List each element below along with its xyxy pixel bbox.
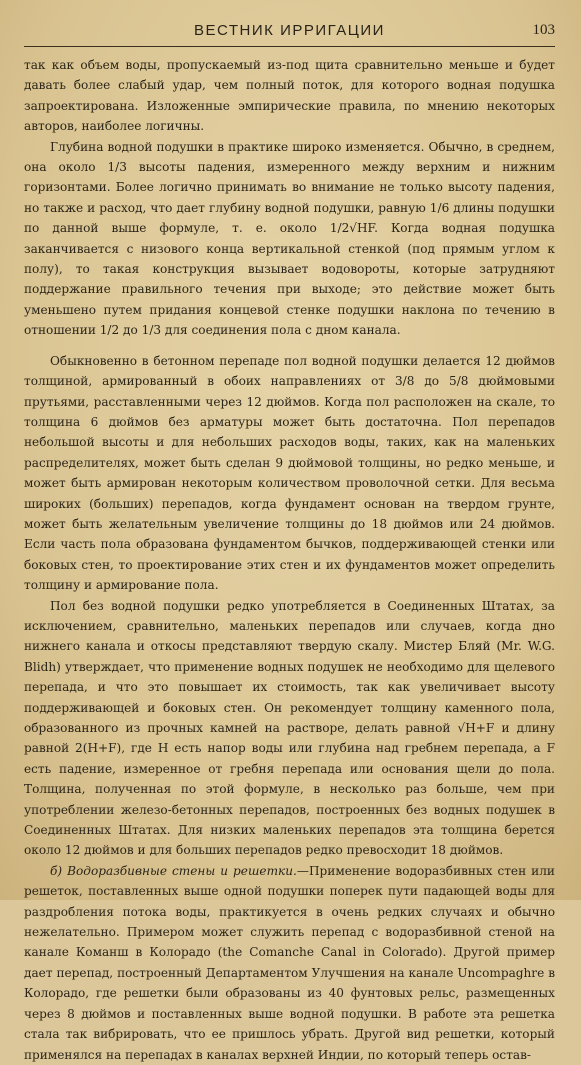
page-number: 103 xyxy=(532,22,555,38)
section-subheading: б) Водоразбивные стены и решетки. xyxy=(50,863,297,878)
paragraph-continuation: так как объем воды, пропускаемый из-под щита сравнительно меньше и будет давать более слабый удар, чем полный поток, для которого водная подушка запроектирована. Изложенные эмпирические правила, по мнению некоторых авторов, наиболее логичны. xyxy=(24,58,555,134)
paragraph-baffle-walls xyxy=(24,861,555,1065)
running-header xyxy=(24,20,555,47)
paragraph-baffle-walls-text: —Применение водоразбивных стен или решеток, поставленных выше одной подушки поперек пути падающей воды для раздробления потока воды, практикуется в очень редких случаях и обычно нежелательно. Примером может служить перепад с водоразбивной стеной на канале Команш в Колорадо (the Comanche Canal in Colorado). Другой пример дает перепад, построенный Департаментом Улучшения на канале Uncompaghre в Колорадо, где решетки были образованы из 40 фунтовых рельс, размещенных через 8 дюймов и поставленных выше водной подушки. В работе эта решетка стала так вибрировать, что ее пришлось убрать. Другой вид решетки, который применялся на перепадах в каналах верхней Индии, по который теперь остав- xyxy=(24,863,555,1062)
journal-title: ВЕСТНИК ИРРИГАЦИИ xyxy=(194,22,385,39)
paragraph-cushion-depth: Глубина водной подушки в практике широко изменяется. Обычно, в среднем, она около 1/3 высоты падения, измеренного между верхним и нижним горизонтами. Более логично принимать во внимание не только высоту падения, но также и расход, что дает глубину водной подушки, равную 1/6 длины подушки по данной выше формуле, т. е. около 1/2√HF. Когда водная подушка заканчивается с низового конца вертикальной стенкой (под прямым углом к полу), то такая конструкция вызывает водовороты, которые затрудняют поддержание правильного течения при выходе; это действие может быть уменьшено путем придания концевой стенке подушки наклона по течению в отношении 1/2 до 1/3 для соединения пола с дном канала. xyxy=(24,139,555,338)
article-body xyxy=(24,55,555,1065)
paragraph-floor-thickness: Обыкновенно в бетонном перепаде пол водной подушки делается 12 дюймов толщиной, армированный в обоих направлениях от 3/8 до 5/8 дюймовыми прутьями, расставленными через 12 дюймов. Когда пол расположен на скале, то толщина 6 дюймов без арматуры может быть достаточна. Пол перепадов небольшой высоты и для небольших расходов воды, таких, как на маленьких распределителях, может быть сделан 9 дюймовой толщины, но редко меньше, и может быть армирован некоторым количеством проволочной сетки. Для весьма широких (больших) перепадов, когда фундамент основан на твердом грунте, может быть желательным увеличение толщины до 18 дюймов или 24 дюймов. Если часть пола образована фундаментом бычков, поддерживающей стенки или боковых стен, то проектирование этих стен и их фундаментов может определить толщину и армирование пола. xyxy=(24,353,555,593)
paragraph-floor-without-cushion: Пол без водной подушки редко употребляется в Соединенных Штатах, за исключением, сравнительно, маленьких перепадов или случаев, когда дно нижнего канала и откосы представляют твердую скалу. Мистер Бляй (Mr. W.G. Blidh) утверждает, что применение водных подушек не необходимо для щелевого перепада, и что это повышает их стоимость, так как увеличивает высоту поддерживающей и боковых стен. Он рекомендует толщину каменного пола, образованного из прочных камней на растворе, делать равной √H+F и длину равной 2(H+F), где H есть напор воды или глубина над гребнем перепада, а F есть падение, измеренное от гребня перепада или основания щели до пола. Толщина, полученная по этой формуле, в несколько раз больше, чем при употреблении железо-бетонных перепадов, построенных без водных подушек в Соединенных Штатах. Для низких маленьких перепадов эта толщина берется около 12 дюймов и для больших перепадов редко превосходит 18 дюймов. xyxy=(24,598,555,858)
